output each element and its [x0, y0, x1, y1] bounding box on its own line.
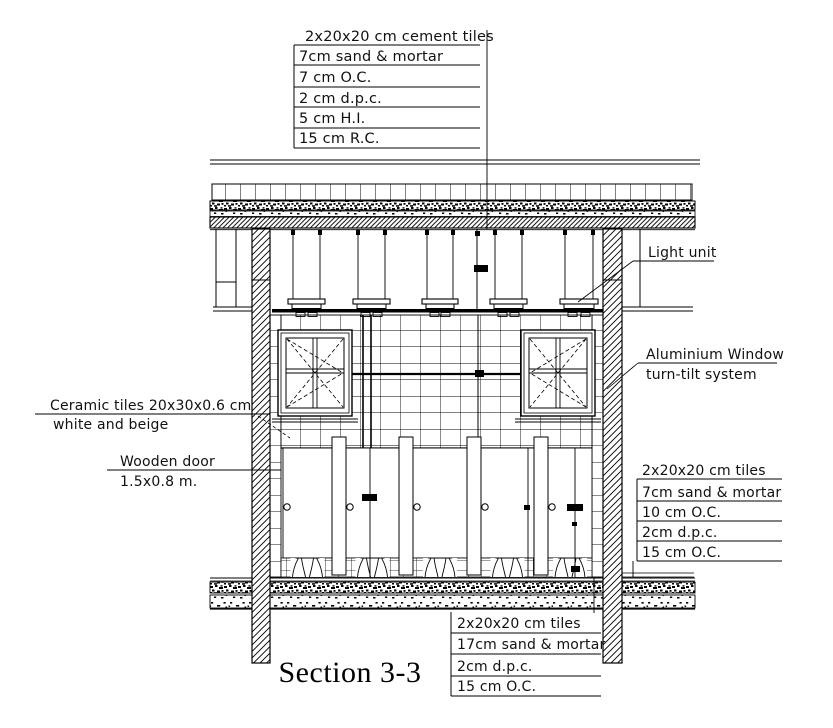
roof-layer-row: 15 cm R.C.	[299, 131, 380, 147]
light-unit-label: Light unit	[648, 245, 717, 261]
left-exterior-wall	[213, 229, 252, 311]
roof-layer-row: 2 cm d.p.c.	[299, 91, 382, 107]
roof-assembly	[210, 160, 700, 230]
right-exterior-soffit	[622, 229, 693, 311]
wc-5	[553, 558, 587, 577]
wooden-door-label-2: 1.5x0.8 m.	[120, 474, 198, 490]
roof-layer-table	[294, 29, 494, 148]
roof-mortar-layer	[210, 201, 695, 210]
wall-layer-title: 2x20x20 cm tiles	[642, 463, 766, 479]
roof-layer-title: 2x20x20 cm cement tiles	[305, 29, 494, 45]
roof-top-edge-lines	[210, 160, 700, 164]
roof-tile-course	[212, 184, 692, 200]
roof-rc-slab	[210, 217, 695, 228]
right-wall-column	[603, 229, 622, 663]
wall-layer-table	[633, 463, 782, 577]
ceiling-line	[272, 309, 603, 313]
wall-layer-row: 10 cm O.C.	[642, 505, 722, 521]
ceramic-tiles-label-2: white and beige	[53, 417, 169, 433]
wc-2	[356, 558, 390, 577]
window-left	[272, 330, 358, 422]
floor-layer-row: 15 cm O.C.	[457, 679, 537, 695]
level-mark	[567, 504, 583, 511]
light-unit-1	[288, 229, 325, 317]
roof-insulation-layer	[210, 211, 695, 217]
cubicle-zone	[281, 437, 592, 577]
light-unit-3	[422, 229, 458, 317]
suspended-ceiling	[272, 229, 603, 317]
light-unit-2	[353, 229, 390, 317]
valve-mark	[524, 505, 530, 510]
floor-layer-row: 2cm d.p.c.	[457, 659, 533, 675]
floor-layer-title: 2x20x20 cm tiles	[457, 616, 581, 632]
light-unit-5	[560, 229, 598, 317]
wc-3	[423, 558, 457, 577]
ceramic-tiles-label-1: Ceramic tiles 20x30x0.6 cm	[50, 398, 252, 414]
valve-mark	[571, 566, 580, 572]
callout-light-unit	[578, 245, 717, 302]
sheet-title: Section 3-3	[278, 656, 422, 689]
roof-layer-row: 7 cm O.C.	[299, 70, 372, 86]
level-mark	[475, 370, 484, 377]
level-mark	[474, 265, 488, 272]
roof-layer-row: 7cm sand & mortar	[299, 49, 444, 65]
window-right	[515, 330, 601, 422]
aluminium-window-label-1: Aluminium Window	[646, 347, 784, 363]
callout-aluminium-window	[607, 347, 784, 389]
wall-layer-row: 2cm d.p.c.	[642, 525, 718, 541]
light-unit-4	[490, 229, 527, 317]
roof-layer-row: 5 cm H.I.	[299, 111, 366, 127]
floor-layer-row: 17cm sand & mortar	[457, 637, 606, 653]
aluminium-window-label-2: turn-tilt system	[646, 367, 757, 383]
service-mark	[475, 231, 480, 236]
wc-4	[491, 558, 525, 577]
wc-1	[291, 558, 325, 577]
level-mark	[362, 494, 377, 501]
wall-layer-row: 15 cm O.C.	[642, 545, 722, 561]
wooden-door-label-1: Wooden door	[120, 454, 215, 470]
wall-layer-row: 7cm sand & mortar	[642, 485, 782, 501]
left-wall-column	[252, 229, 270, 663]
valve-mark	[572, 522, 577, 526]
